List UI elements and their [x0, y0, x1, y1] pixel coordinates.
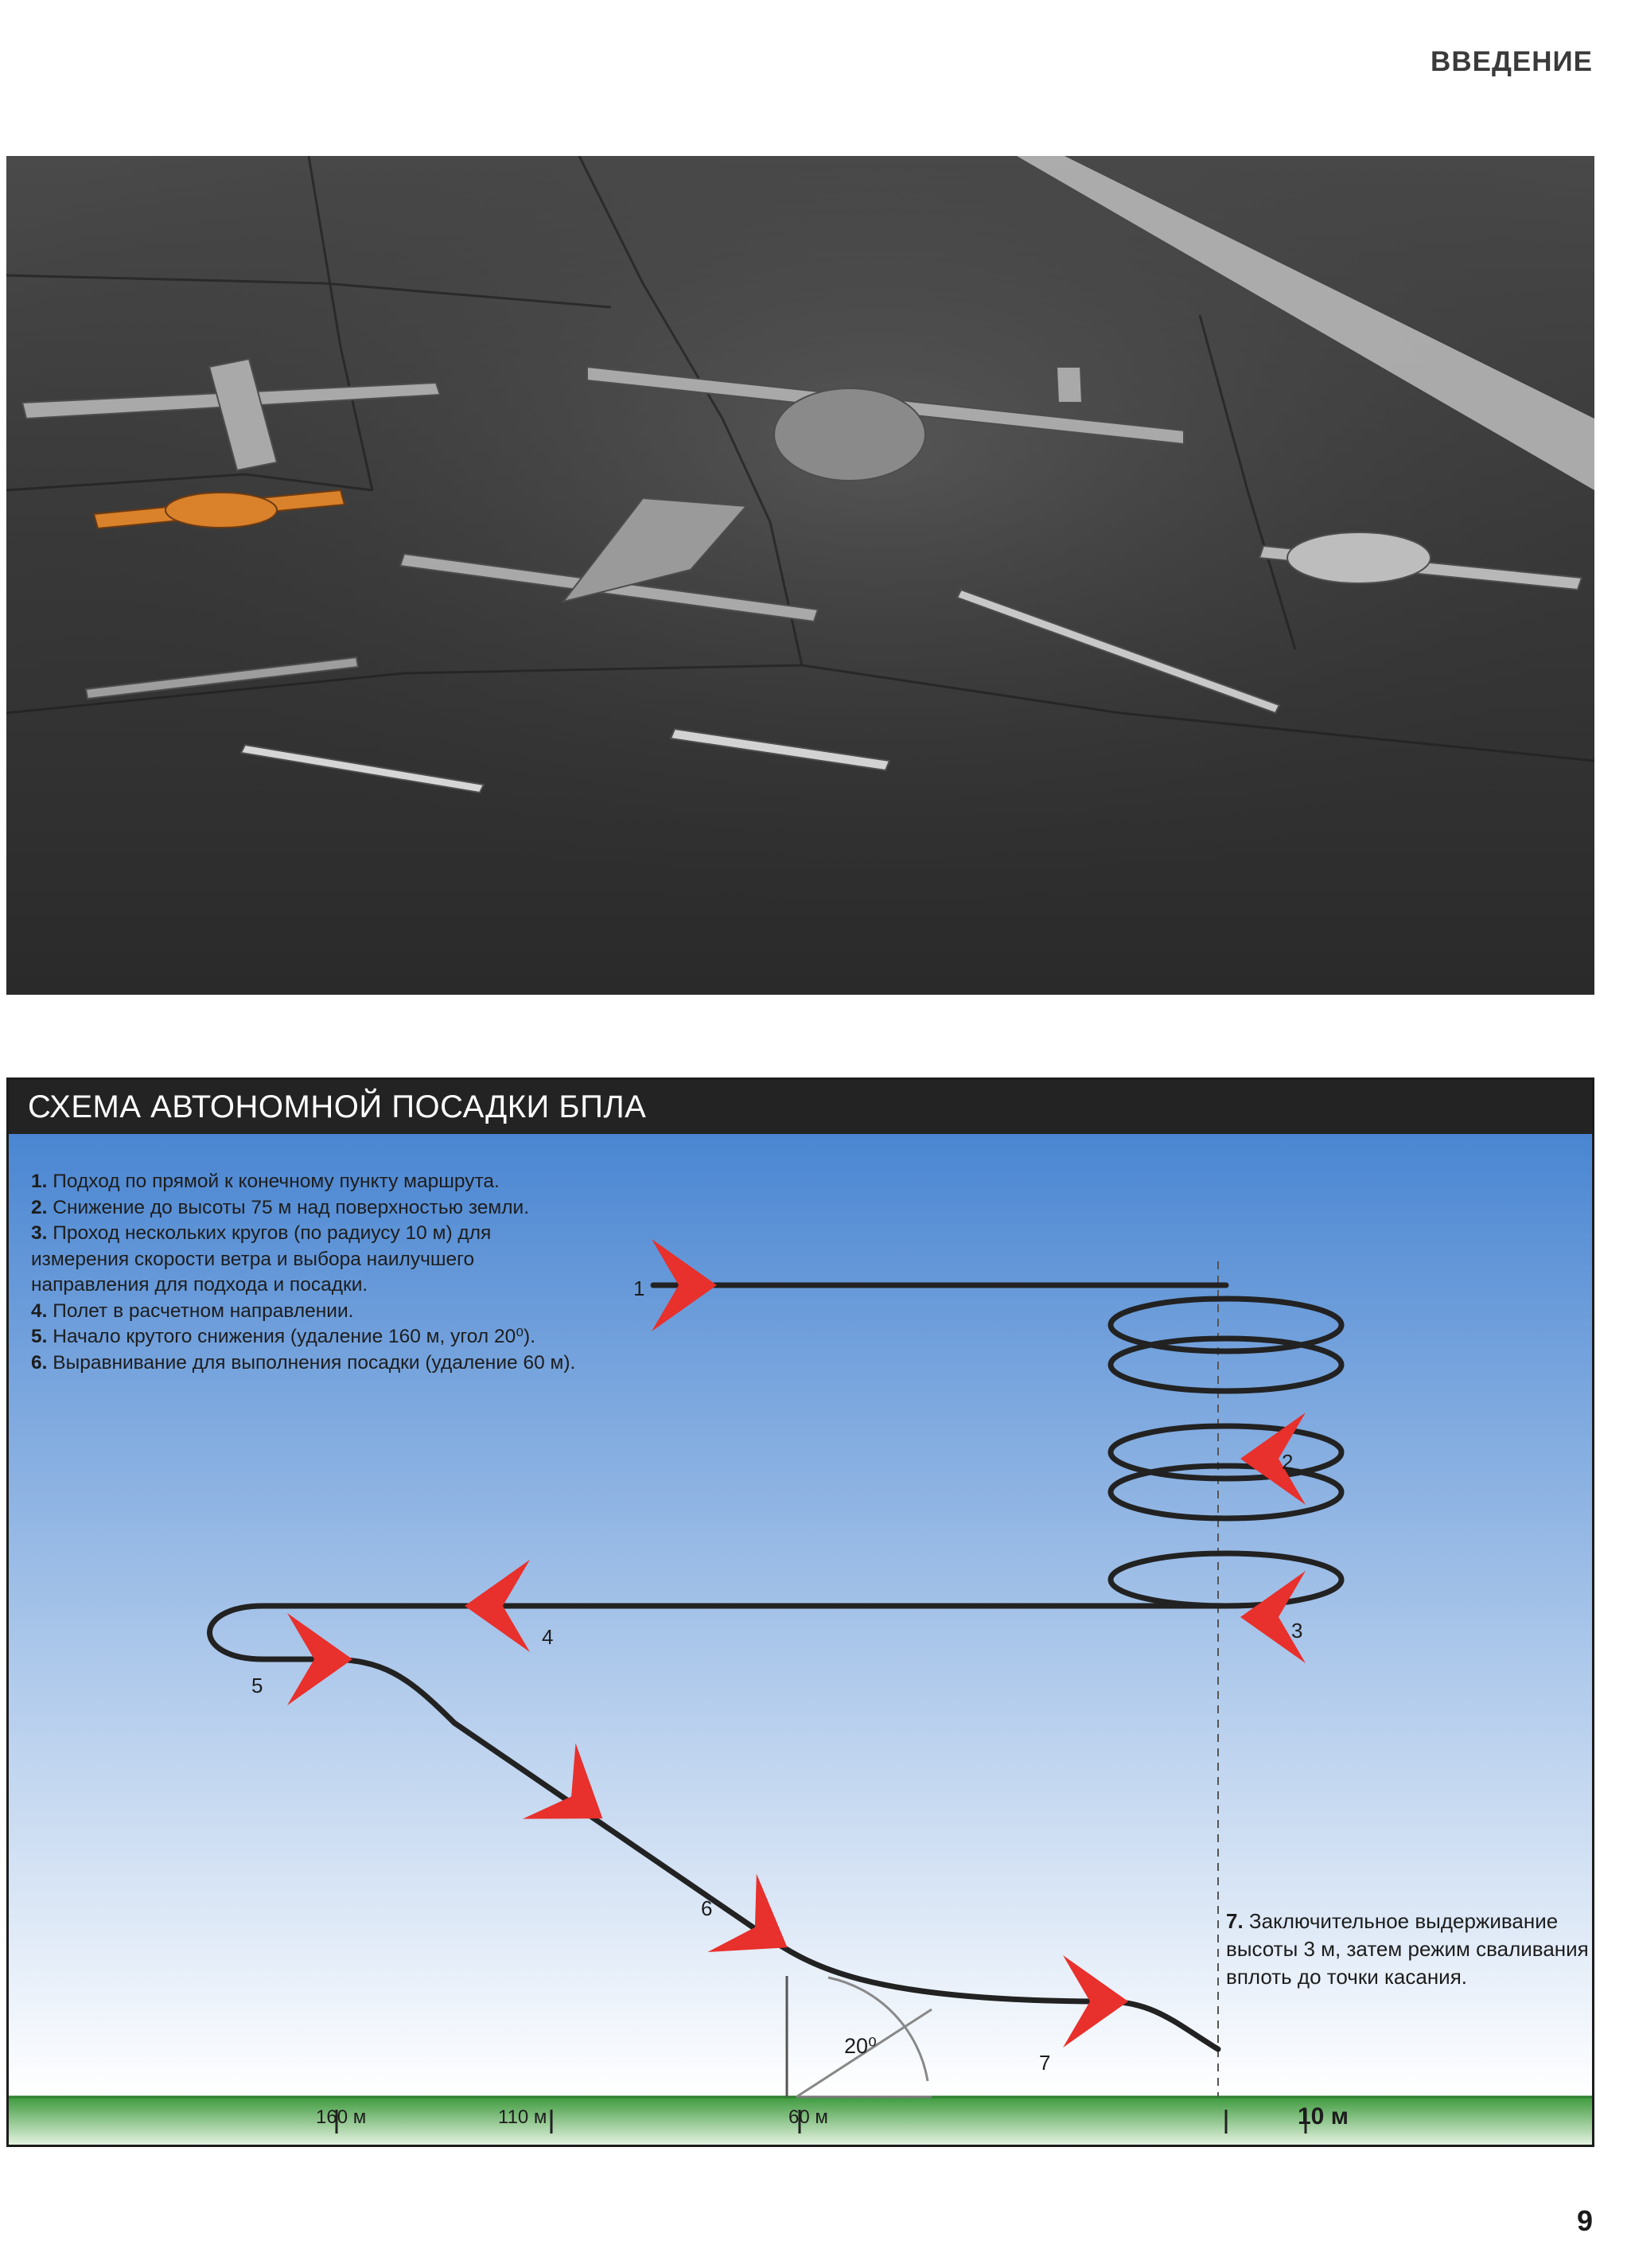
path-label-4: 4 [542, 1625, 554, 1649]
angle-label: 20⁰ [844, 2034, 877, 2058]
path-label-7: 7 [1039, 2051, 1051, 2075]
section-heading: ВВЕДЕНИЕ [1431, 46, 1593, 77]
final-step-note: 7. Заключительное выдерживание высоты 3 м, затем режим сваливания вплоть до точки касания. [1226, 1909, 1589, 1989]
step-item-4: 4. Полет в расчетном направлении. [31, 1300, 354, 1322]
step-item-2: 2. Снижение до высоты 75 м над поверхностью земли. [31, 1196, 530, 1218]
path-label-3: 3 [1291, 1619, 1303, 1643]
path-label-5: 5 [251, 1674, 263, 1697]
step-item-5: 5. Начало крутого снижения (удаление 160 м, угол 20⁰). [31, 1326, 536, 1347]
uav-fleet-photo-graphic [6, 156, 1594, 995]
tick-label-60: 60 м [788, 2106, 828, 2128]
path-label-1: 1 [633, 1276, 645, 1300]
step-item-3: 3. Проход нескольких кругов (по радиусу 10 м) для измерения скорости ветра и выбора наилучшего направления для подхода и посадки. [31, 1222, 492, 1296]
tick-label-160: 160 м [316, 2106, 367, 2128]
uav-fleet-photo [6, 156, 1594, 995]
tick-label-10: 10 м [1298, 2103, 1349, 2130]
diagram-title: СХЕМА АВТОНОМНОЙ ПОСАДКИ БПЛА [9, 1080, 1592, 1134]
step-item-1: 1. Подход по прямой к конечному пункту маршрута. [31, 1171, 500, 1192]
step-item-6: 6. Выравнивание для выполнения посадки (удаление 60 м). [31, 1351, 576, 1374]
path-label-6: 6 [701, 1896, 713, 1920]
path-label-2: 2 [1282, 1450, 1294, 1474]
steps-list [31, 1169, 715, 1376]
page-number: 9 [1576, 2204, 1593, 2237]
landing-diagram [6, 1077, 1594, 2147]
tick-label-110: 110 м [498, 2106, 547, 2128]
